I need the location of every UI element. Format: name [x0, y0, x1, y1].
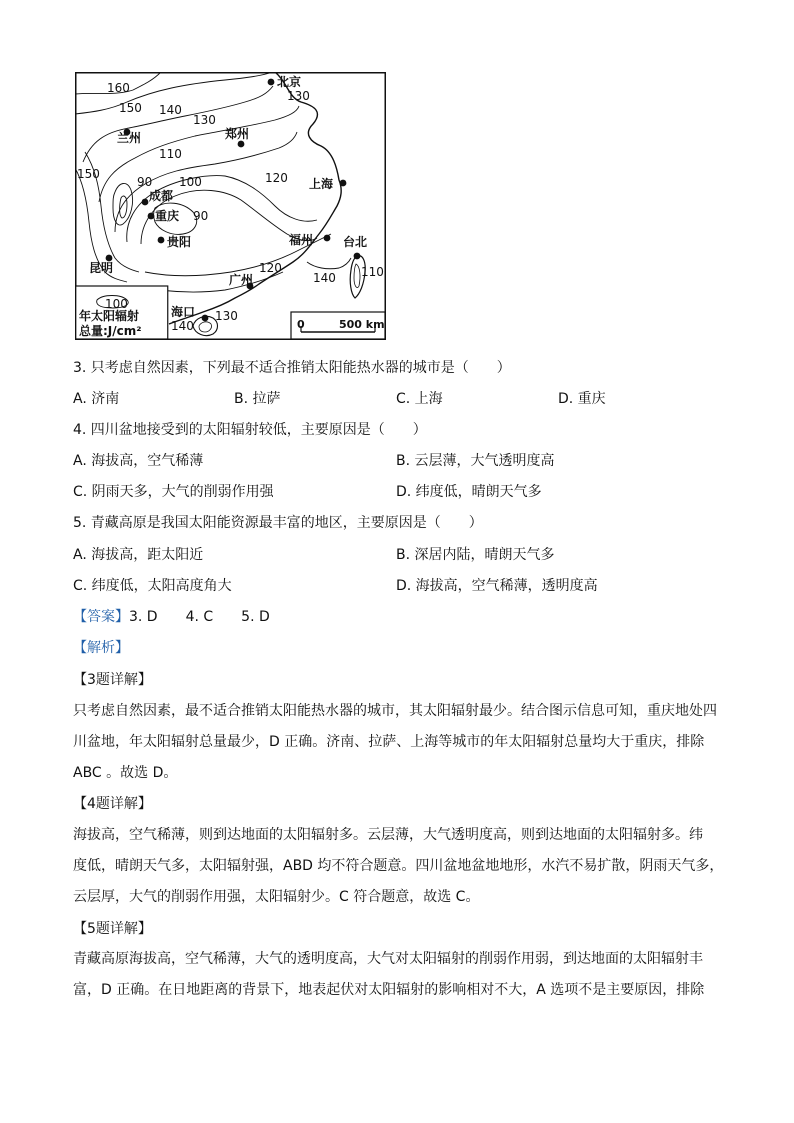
city-dot-chongqing: [148, 213, 155, 220]
legend-sample-100: 100: [105, 297, 128, 311]
answer-label: 【答案】: [73, 609, 129, 625]
detail-3-line: ABC 。故选 D。: [73, 765, 178, 781]
label-lanzhou: 兰州: [117, 131, 142, 145]
q3-option-b: B. 拉萨: [234, 391, 281, 407]
question-5-stem: 5. 青藏高原是我国太阳能资源最丰富的地区，主要原因是（ ）: [73, 515, 483, 531]
isoline-label-130: 130: [193, 113, 216, 127]
city-dot-guiyang: [158, 237, 165, 244]
label-guiyang: 贵阳: [167, 235, 192, 249]
label-guangzhou: 广州: [229, 273, 254, 287]
isoline-label-90-left: 90: [137, 175, 153, 189]
isoline-label-100: 100: [179, 175, 202, 189]
label-chongqing: 重庆: [155, 209, 180, 223]
isoline-label-130-hainan: 130: [215, 309, 238, 323]
question-4-stem: 4. 四川盆地接受到的太阳辐射较低，主要原因是（ ）: [73, 422, 427, 438]
label-shanghai: 上海: [309, 177, 334, 191]
city-dot-chengdu: [142, 199, 149, 206]
isoline-label-120-south: 120: [259, 261, 282, 275]
label-fuzhou: 福州: [289, 233, 314, 247]
question-3-stem: 3. 只考虑自然因素，下列最不适合推销太阳能热水器的城市是（ ）: [73, 360, 511, 376]
q3-option-a: A. 济南: [73, 391, 120, 407]
city-dot-fuzhou: [324, 235, 331, 242]
legend-title: 年太阳辐射: [79, 309, 140, 323]
answer-text: 3. D 4. C 5. D: [129, 609, 270, 625]
q3-option-c: C. 上海: [396, 391, 443, 407]
scale-zero: 0: [297, 318, 305, 331]
q5-option-b: B. 深居内陆，晴朗天气多: [396, 547, 555, 563]
analysis-label: 【解析】: [73, 640, 129, 656]
detail-5-line: 青藏高原海拔高，空气稀薄，大气的透明度高，大气对太阳辐射的削弱作用弱，到达地面的太阳辐射丰: [73, 951, 703, 967]
isoline-label-140-hainan: 140: [171, 319, 194, 333]
city-dot-zhengzhou: [238, 141, 245, 148]
detail-5-title: 【5题详解】: [73, 921, 152, 937]
isoline-label-120-north: 120: [265, 171, 288, 185]
q4-option-b: B. 云层薄，大气透明度高: [396, 453, 555, 469]
isoline-label-110-taiwan: 110: [361, 265, 384, 279]
detail-5-line: 富，D 正确。在日地距离的背景下，地表起伏对太阳辐射的影响相对不大，A 选项不是主要原因，排除: [73, 982, 705, 998]
city-dot-shanghai: [340, 180, 347, 187]
detail-4-line: 度低，晴朗天气多，太阳辐射强，ABD 均不符合题意。四川盆地盆地地形，水汽不易扩散，阴雨天气多，: [73, 858, 724, 874]
isoline-label-90-right: 90: [193, 209, 209, 223]
q5-option-c: C. 纬度低，太阳高度角大: [73, 578, 232, 594]
isoline-label-140: 140: [159, 103, 182, 117]
label-beijing: 北京: [277, 75, 302, 89]
label-zhengzhou: 郑州: [225, 127, 250, 141]
scale-value: 500 km: [339, 318, 385, 331]
q3-option-d: D. 重庆: [558, 391, 606, 407]
detail-5-body: [73, 944, 723, 1006]
detail-4-line: 海拔高，空气稀薄，则到达地面的太阳辐射多。云层薄，大气透明度高，则到达地面的太阳辐射多。纬: [73, 827, 703, 843]
isoline-label-160: 160: [107, 81, 130, 95]
q5-option-d: D. 海拔高，空气稀薄，透明度高: [396, 578, 598, 594]
city-dot-taibei: [354, 253, 361, 260]
q4-option-c: C. 阴雨天多，大气的削弱作用强: [73, 484, 274, 500]
city-dot-haikou: [202, 315, 209, 322]
detail-3-title: 【3题详解】: [73, 672, 152, 688]
label-kunming: 昆明: [89, 261, 114, 275]
detail-3-body: [73, 696, 723, 789]
q4-option-a: A. 海拔高，空气稀薄: [73, 453, 204, 469]
label-haikou: 海口: [171, 305, 196, 319]
isoline-label-140-sea: 140: [313, 271, 336, 285]
detail-3-line: 川盆地，年太阳辐射总量最少，D 正确。济南、拉萨、上海等城市的年太阳辐射总量均大于重庆，排除: [73, 734, 705, 750]
legend-unit: 总量:J/cm²: [79, 324, 142, 338]
isoline-label-110: 110: [159, 147, 182, 161]
detail-4-line: 云层厚，大气的削弱作用强，太阳辐射少。C 符合题意，故选 C。: [73, 889, 480, 905]
q5-option-a: A. 海拔高，距太阳近: [73, 547, 204, 563]
isoline-label-150: 150: [119, 101, 142, 115]
answer-line: [73, 607, 270, 627]
solar-radiation-map: [75, 72, 386, 340]
detail-4-title: 【4题详解】: [73, 796, 152, 812]
isoline-label-130-north: 130: [287, 89, 310, 103]
isoline-label-150-west: 150: [77, 167, 100, 181]
detail-3-line: 只考虑自然因素，最不适合推销太阳能热水器的城市，其太阳辐射最少。结合图示信息可知，重庆地处四: [73, 703, 717, 719]
q4-option-d: D. 纬度低，晴朗天气多: [396, 484, 542, 500]
city-dot-beijing: [268, 79, 275, 86]
map-svg: [75, 72, 386, 340]
label-chengdu: 成都: [149, 189, 174, 203]
label-taibei: 台北: [343, 235, 368, 249]
detail-4-body: [73, 820, 723, 913]
